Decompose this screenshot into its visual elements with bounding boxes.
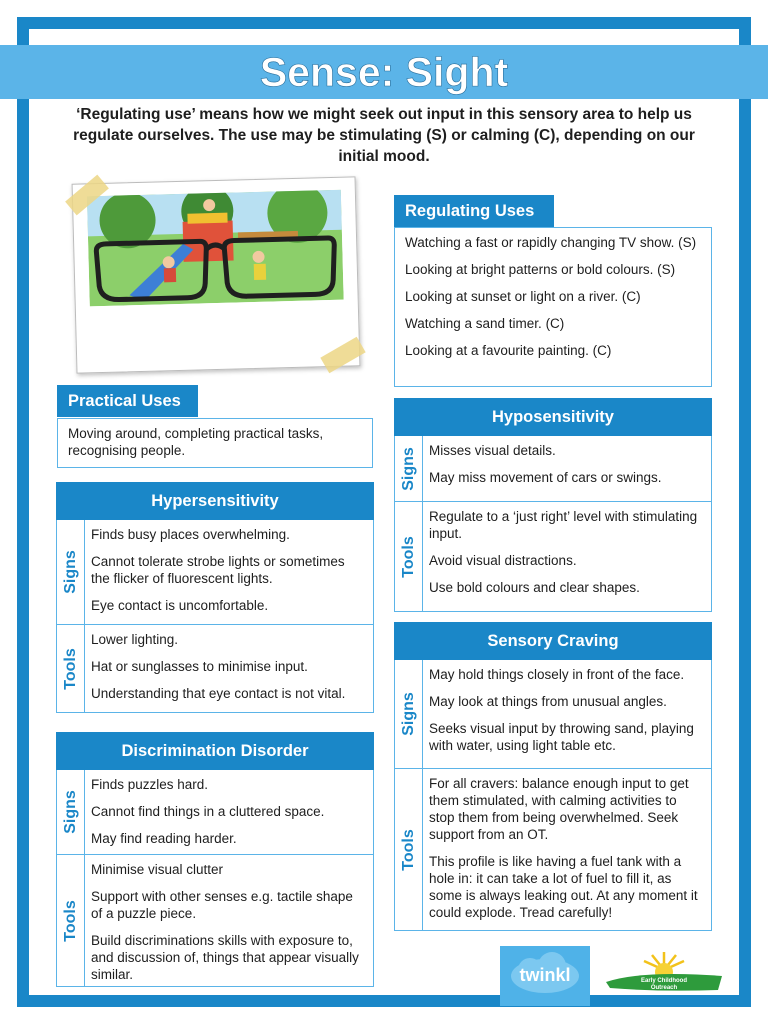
list-item: Understanding that eye contact is not vital. (91, 686, 346, 701)
list-item: For all cravers: balance enough input to get them stimulated, with calming activities to stop them from being overwhelmed. Seek support from an OT. (429, 776, 689, 842)
signs-label: Signs (399, 446, 417, 491)
list-item: Cannot tolerate strobe lights or sometimes the flicker of fluorescent lights. (91, 554, 345, 586)
regulating-uses-box (394, 227, 712, 387)
hypersensitivity-section (56, 482, 374, 713)
tools-label: Tools (399, 828, 417, 871)
early-childhood-outreach-logo (602, 946, 726, 1006)
list-item: Watching a sand timer. (C) (405, 316, 565, 331)
list-item: Seeks visual input by throwing sand, playing with water, using light table etc. (429, 721, 694, 753)
tools-row (395, 768, 711, 930)
list-item: Looking at a favourite painting. (C) (405, 343, 612, 358)
section-title: Hypersensitivity (56, 482, 374, 520)
list-item: May hold things closely in front of the face. (429, 667, 685, 682)
signs-label: Signs (61, 790, 79, 834)
playground-glasses-illustration (72, 176, 361, 373)
section-title: Sensory Craving (394, 622, 712, 660)
tools-label: Tools (399, 535, 417, 578)
signs-row (57, 770, 373, 854)
signs-row (395, 660, 711, 768)
page-title: Sense: Sight (259, 49, 509, 95)
tools-row (57, 854, 373, 986)
signs-row (57, 520, 373, 624)
discrimination-section (56, 732, 374, 987)
tools-label: Tools (61, 647, 79, 690)
signs-label: Signs (399, 692, 417, 736)
sensory-craving-section (394, 622, 712, 931)
signs-row (395, 436, 711, 501)
practical-uses-text: Moving around, completing practical tasks, recognising people. (68, 426, 324, 458)
list-item: Finds puzzles hard. (91, 777, 209, 792)
list-item: Use bold colours and clear shapes. (429, 580, 640, 595)
list-item: Looking at bright patterns or bold colours. (S) (405, 262, 676, 277)
section-title: Hyposensitivity (394, 398, 712, 436)
tools-row (395, 501, 711, 611)
list-item: May miss movement of cars or swings. (429, 470, 662, 485)
list-item: Build discriminations skills with exposure to, and discussion of, things that appear visually similar. (91, 933, 359, 982)
list-item: Finds busy places overwhelming. (91, 527, 290, 542)
signs-label: Signs (61, 550, 79, 594)
list-item: May look at things from unusual angles. (429, 694, 667, 709)
twinkl-logo-text: twinkl (519, 965, 571, 985)
intro-text: ‘Regulating use’ means how we might seek out input in this sensory area to help us regulate ourselves. The use may be stimulating (S) or calming (C), depending on our initial mood. (73, 106, 695, 165)
regulating-uses-tag: Regulating Uses (394, 195, 554, 227)
practical-uses-box (57, 418, 373, 468)
list-item: May find reading harder. (91, 831, 237, 846)
twinkl-logo (500, 946, 590, 1006)
list-item: Eye contact is uncomfortable. (91, 598, 269, 613)
list-item: Cannot find things in a cluttered space. (91, 804, 325, 819)
list-item: Looking at sunset or light on a river. (C) (405, 289, 641, 304)
list-item: Watching a fast or rapidly changing TV show. (S) (405, 235, 697, 250)
list-item: Minimise visual clutter (91, 862, 224, 877)
svg-text:Outreach: Outreach (650, 985, 678, 991)
hyposensitivity-section (394, 398, 712, 612)
section-title: Discrimination Disorder (56, 732, 374, 770)
list-item: Misses visual details. (429, 443, 556, 458)
svg-text:Early Childhood: Early Childhood (640, 978, 688, 984)
list-item: Regulate to a ‘just right’ level with stimulating input. (429, 509, 698, 541)
practical-uses-tag: Practical Uses (57, 385, 198, 417)
list-item: This profile is like having a fuel tank with a hole in: it can take a lot of fuel to fill it, as some is always leaking out. At any moment it could explode. Tread carefully! (429, 854, 698, 920)
tools-row (57, 624, 373, 712)
list-item: Support with other senses e.g. tactile shape of a puzzle piece. (91, 889, 353, 921)
list-item: Hat or sunglasses to minimise input. (91, 659, 308, 674)
list-item: Avoid visual distractions. (429, 553, 577, 568)
tools-label: Tools (61, 899, 79, 942)
list-item: Lower lighting. (91, 632, 179, 647)
